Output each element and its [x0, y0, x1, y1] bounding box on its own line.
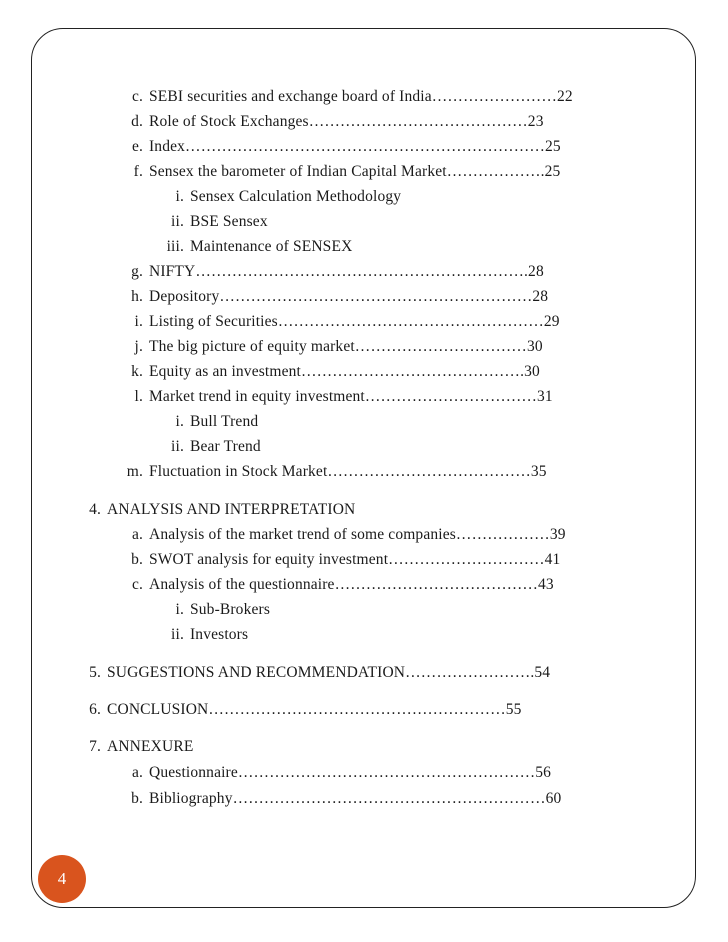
toc-entry-text: Bull Trend: [190, 413, 259, 430]
toc-entry-k[interactable]: [124, 362, 540, 382]
toc-section-title: ANNEXURE: [107, 738, 194, 755]
toc-entry-e[interactable]: [124, 137, 561, 157]
toc-entry-a[interactable]: [124, 525, 566, 545]
toc-entry-a[interactable]: [124, 763, 551, 783]
toc-entry-c[interactable]: [124, 87, 573, 107]
toc-entry-label: c.: [131, 88, 143, 105]
toc-entry-label: i.: [175, 188, 184, 205]
toc-section-title: SUGGESTIONS AND RECOMMENDATION…………………….54: [107, 664, 551, 681]
toc-entry-text: Bibliography……………………………………………………60: [149, 790, 562, 807]
toc-subentry[interactable]: [160, 237, 352, 257]
toc-section-title: ANALYSIS AND INTERPRETATION: [107, 501, 356, 518]
toc-entry-label: b.: [131, 551, 143, 568]
toc-entry-g[interactable]: [124, 262, 544, 282]
toc-entry-label: b.: [131, 790, 143, 807]
toc-entry-text: Equity as an investment…………………………………….30: [149, 363, 540, 380]
toc-entry-text: Sensex the barometer of Indian Capital Market……………….25: [149, 163, 561, 180]
toc-section-6[interactable]: [83, 700, 522, 720]
toc-entry-text: Analysis of the questionnaire…………………………………43: [149, 576, 554, 593]
toc-entry-label: i.: [134, 313, 143, 330]
toc-entry-label: m.: [126, 463, 143, 480]
toc-entry-label: c.: [131, 576, 143, 593]
toc-entry-text: Market trend in equity investment……………………………31: [149, 388, 553, 405]
toc-entry-text: The big picture of equity market……………………………30: [149, 338, 543, 355]
toc-entry-label: i.: [175, 601, 184, 618]
toc-entry-label: g.: [131, 263, 143, 280]
toc-entry-text: SWOT analysis for equity investment…………………………41: [149, 551, 561, 568]
toc-entry-label: k.: [131, 363, 143, 380]
toc-section-4[interactable]: [83, 500, 355, 520]
toc-entry-label: ii.: [171, 438, 184, 455]
toc-section-7[interactable]: [83, 737, 193, 757]
toc-entry-text: Listing of Securities……………………………………………29: [149, 313, 560, 330]
toc-entry-text: Bear Trend: [190, 438, 261, 455]
toc-entry-l[interactable]: [124, 387, 553, 407]
toc-entry-label: a.: [131, 764, 143, 781]
toc-entry-text: Analysis of the market trend of some companies………………39: [149, 526, 566, 543]
toc-entry-text: Investors: [190, 626, 249, 643]
toc-entry-text: Questionnaire…………………………………………………56: [149, 764, 552, 781]
toc-subentry[interactable]: [160, 625, 248, 645]
toc-section-number: 6.: [89, 701, 101, 718]
toc-entry-text: Index……………………………………………………………25: [149, 138, 561, 155]
toc-entry-label: f.: [133, 163, 143, 180]
toc-entry-label: ii.: [171, 626, 184, 643]
toc-entry-m[interactable]: [124, 462, 547, 482]
toc-entry-text: BSE Sensex: [190, 213, 268, 230]
toc-entry-b[interactable]: [124, 550, 560, 570]
toc-subentry[interactable]: [160, 600, 270, 620]
toc-entry-text: Depository……………………………………………………28: [149, 288, 549, 305]
toc-entry-label: a.: [131, 526, 143, 543]
toc-subentry[interactable]: [160, 412, 258, 432]
toc-entry-f[interactable]: [124, 162, 560, 182]
toc-entry-text: Sensex Calculation Methodology: [190, 188, 402, 205]
toc-entry-label: l.: [134, 388, 143, 405]
toc-section-5[interactable]: [83, 663, 550, 683]
toc-entry-label: ii.: [171, 213, 184, 230]
toc-subentry[interactable]: [160, 212, 268, 232]
toc-entry-label: h.: [131, 288, 143, 305]
toc-entry-label: i.: [175, 413, 184, 430]
toc-subentry[interactable]: [160, 187, 401, 207]
toc-entry-c[interactable]: [124, 575, 554, 595]
toc-entry-label: iii.: [166, 238, 184, 255]
toc-entry-d[interactable]: [124, 112, 544, 132]
toc-entry-text: Maintenance of SENSEX: [190, 238, 353, 255]
toc-entry-label: j.: [134, 338, 143, 355]
toc-subentry[interactable]: [160, 437, 261, 457]
toc-entry-i[interactable]: [124, 312, 560, 332]
toc-entry-text: Fluctuation in Stock Market…………………………………35: [149, 463, 547, 480]
toc-entry-j[interactable]: [124, 337, 543, 357]
toc-entry-text: Sub-Brokers: [190, 601, 271, 618]
toc-section-number: 7.: [89, 738, 101, 755]
page-number-badge: 4: [38, 855, 86, 903]
toc-entry-h[interactable]: [124, 287, 548, 307]
toc-entry-text: Role of Stock Exchanges……………………………………23: [149, 113, 544, 130]
toc-entry-b[interactable]: [124, 789, 561, 809]
toc-entry-text: SEBI securities and exchange board of India……………………22: [149, 88, 573, 105]
toc-section-title: CONCLUSION…………………………………………………55: [107, 701, 522, 718]
toc-section-number: 4.: [89, 501, 101, 518]
toc-entry-text: NIFTY……………………………………………………….28: [149, 263, 544, 280]
toc-entry-label: e.: [131, 138, 143, 155]
toc-section-number: 5.: [89, 664, 101, 681]
toc-entry-label: d.: [131, 113, 143, 130]
